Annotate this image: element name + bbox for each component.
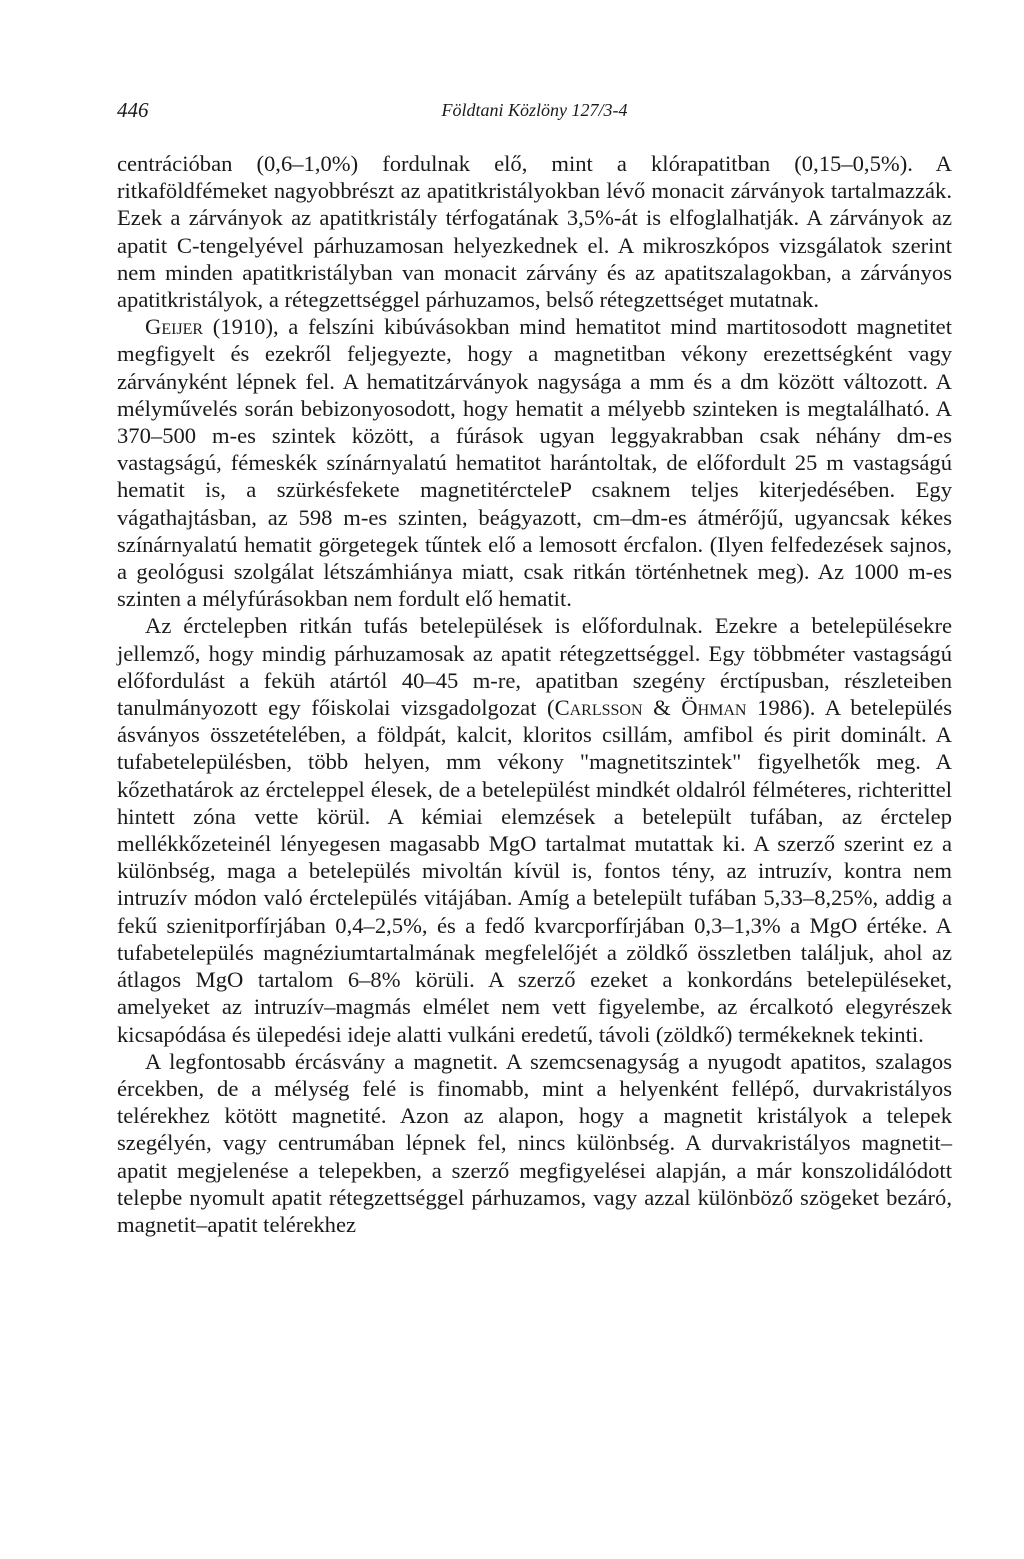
paragraph-3-text-after: 1986). A betelepülés ásványos összetételében, a földpát, kalcit, kloritos csillám, amfibol és pirit dominált. A tufabetelepülésben, több helyen, mm vékony "magnetitszintek" figyelhetők meg. A kőzethatárok az érctelеppel élesek, de a betelepülést mindkét oldalról félméteres, richterittel hintett zóna vette körül. A kémiai elemzések a betelepült tufában, az érctelep mellékkőzeteinél lényegesen magasabb MgO tartalmat mutattak ki. A szerző szerint ez a különbség, maga a betelepülés mivoltán kívül is, fontos tény, az intruzív, kontra nem intruzív módon való érctelepülés vitájában. Amíg a betelepült tufában 5,33–8,25%, addig a fekű szienitporfírjában 0,4–2,5%, és a fedő kvarcporfírjában 0,3–1,3% a MgO értéke. A tufabetelepülés magnéziumtartalmának megfelelőjét a zöldkő összletben találjuk, ahol az átlagos MgO tartalom 6–8% körüli. A szerző ezeket a konkordáns betelepüléseket, amelyeket az intruzív–magmás elmélet nem vett figyelembe, az ércalkotó elegyrészek kicsapódása és ülepedési ideje alatti vulkáni eredetű, távoli (zöldkő) termékeknek tekinti. — [117, 695, 952, 1047]
paragraph-1 — [117, 150, 952, 313]
paragraph-2-text: (1910), a felszíni kibúvásokban mind hematitot mind martitosodott magnetitet megfigyelt és ezekről feljegyezte, hogy a magnetitban vékony erezettségként vagy zárványként lépnek fel. A hematitzárványok nagysága a mm és a dm között változott. A mélyművelés során bebizonyosodott, hogy hematit a mélyebb szinteken is megtalálható. A 370–500 m-es szintek között, a fúrások ugyan leggyakrabban csak néhány dm-es vastagságú, fémeskék színárnyalatú hematitot harántoltak, de előfordult 25 m vastagságú hematit is, a szürkésfekete magnetitércteleP csaknem teljes kiterjedésében. Egy vágathajtásban, az 598 m-es szinten, beágyazott, cm–dm-es átmérőjű, ugyancsak kékes színárnyalatú hematit görgetegek tűntek elő a lemosott ércfalon. (Ilyen felfedezések sajnos, a geológusi szolgálat létszámhiánya miatt, csak ritkán történhetnek meg). Az 1000 m-es szinten a mélyfúrásokban nem fordult elő hematit. — [117, 314, 952, 612]
journal-title: Földtani Közlöny 127/3-4 — [441, 100, 628, 120]
paragraph-4-text: A legfontosabb ércásvány a magnetit. A szemcsenagyság a nyugodt apatitos, szalagos ércekben, de a mélység felé is finomabb, mint a helyenként fellépő, durvakristályos telérekhez kötött magnetité. Azon az alapon, hogy a magnetit kristályok a telepek szegélyén, vagy centrumában lépnek fel, nincs különbség. A durvakristályos magnetit–apatit megjelenése a telepekben, a szerző megfigyelései alapján, a már konszolidálódott telepbe nyomult apatit rétegzettséggel párhuzamos, vagy azzal különböző szögeket bezáró, magnetit–apatit telérekhez — [117, 1048, 952, 1237]
body-text — [117, 150, 952, 1238]
paragraph-3 — [117, 612, 952, 1047]
paragraph-2 — [117, 313, 952, 612]
paragraph-3-text-before: Az érctelepben ritkán tufás betelepülések is előfordulnak. Ezekre a betelepülésekre jellemző, hogy mindig párhuzamosak az apatit rétegzettséggel. Egy többméter vastagságú előfordulást a feküh atártól 40–45 m-re, apatitban szegény érctípusban, részleteiben tanulmányozott egy főiskolai vizsgadolgozat ( — [117, 613, 952, 721]
paragraph-4 — [117, 1048, 952, 1238]
author-citation-carlsson-ohman: Carlsson & Öhman — [554, 695, 747, 721]
author-citation-geijer: Geijer — [145, 314, 204, 340]
page-number: 446 — [117, 98, 149, 122]
page-header — [117, 98, 952, 128]
paragraph-1-text: centrációban (0,6–1,0%) fordulnak elő, mint a klórapatitban (0,15–0,5%). A ritkaföldfémeket nagyobbrészt az apatitkristályokban lévő monacit zárványok tartalmazzák. Ezek a zárványok az apatitkristály térfogatának 3,5%-át is elfoglalhatják. A zárványok az apatit C-tengelyével párhuzamosan helyezkednek el. A mikroszkópos vizsgálatok szerint nem minden apatitkristályban van monacit zárvány és az apatitszalagokban, a zárványos apatitkristályok, a rétegzettséggel párhuzamos, belső rétegzettséget mutatnak. — [117, 151, 952, 313]
